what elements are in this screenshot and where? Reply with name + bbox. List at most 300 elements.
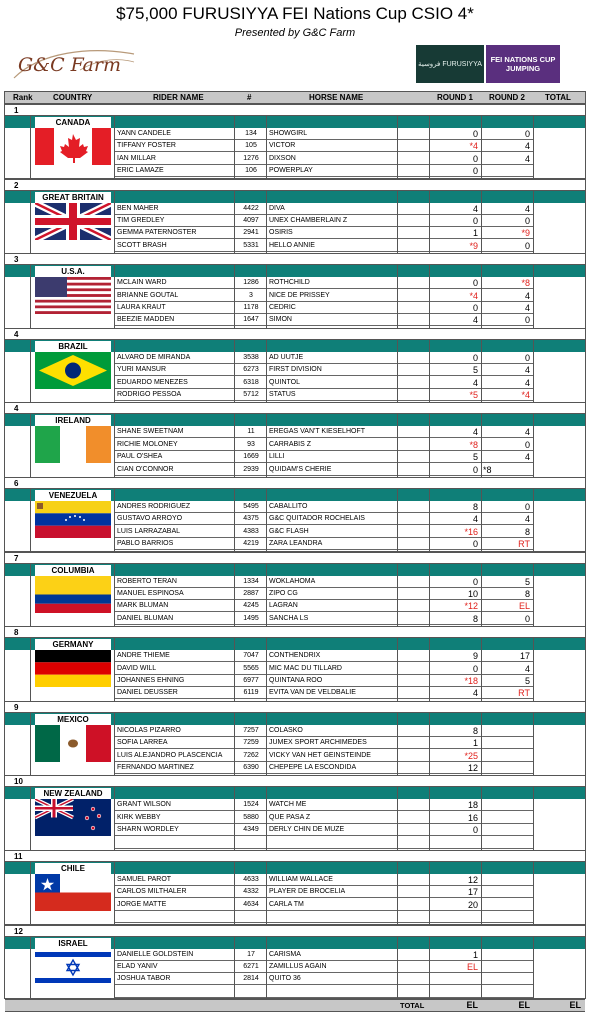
rider-row <box>5 501 585 513</box>
round1-score: *9 <box>430 240 482 252</box>
rider-name: IAN MILLAR <box>115 153 235 165</box>
horse-name <box>267 911 398 923</box>
round2-score <box>482 762 534 774</box>
country-name: IRELAND <box>35 415 111 426</box>
team-rank: 1 <box>14 106 19 115</box>
team-group <box>4 775 586 850</box>
rider-number: 4332 <box>235 886 267 898</box>
round1-score: *8 <box>430 439 482 451</box>
grid-line <box>429 638 430 701</box>
horse-name: STATUS <box>267 389 398 401</box>
round2-score: 4 <box>482 203 534 215</box>
round2-score <box>482 812 534 824</box>
rider-number: 11 <box>235 426 267 438</box>
round2-score <box>482 165 534 177</box>
rider-number: 2887 <box>235 588 267 600</box>
team-group <box>4 925 586 1010</box>
round1-score: 0 <box>430 277 482 289</box>
horse-name: DIVA <box>267 203 398 215</box>
rider-name: JOSHUA TABOR <box>115 973 235 985</box>
rank-row <box>5 626 585 638</box>
rider-name: MANUEL ESPINOSA <box>115 588 235 600</box>
team-group <box>4 104 586 179</box>
team-rank: 4 <box>14 329 19 339</box>
round1-score: 18 <box>430 799 482 811</box>
grid-line <box>30 787 31 850</box>
rider-number: 1334 <box>235 576 267 588</box>
team-group <box>4 552 586 627</box>
rider-name: ANDRE THIEME <box>115 650 235 662</box>
round1-score: 0 <box>430 352 482 364</box>
horse-name: VICKY VAN HET GEINSTEINDE <box>267 750 398 762</box>
header-round2: ROUND 2 <box>489 93 526 102</box>
horse-name: LAGRAN <box>267 600 398 612</box>
rider-row <box>5 140 585 152</box>
round1-score: 8 <box>430 613 482 625</box>
round2-score: 8 <box>482 526 534 538</box>
rider-name: DANIEL BLUMAN <box>115 613 235 625</box>
grid-line <box>114 340 115 403</box>
rider-row <box>5 364 585 376</box>
grid-line <box>266 862 267 925</box>
grid-line <box>266 489 267 552</box>
blank-cell <box>398 600 430 612</box>
rider-row <box>5 203 585 215</box>
round2-score: 4 <box>482 290 534 302</box>
grid-line <box>30 414 31 477</box>
blank-cell <box>398 513 430 525</box>
blank-cell <box>398 986 430 998</box>
round2-score: 8 <box>482 588 534 600</box>
horse-name: WOKLAHOMA <box>267 576 398 588</box>
team-group <box>4 626 586 701</box>
round2-score <box>482 986 534 998</box>
round1-score: 17 <box>430 886 482 898</box>
horse-name: CABALLITO <box>267 501 398 513</box>
grid-line <box>533 937 534 1000</box>
round2-total: EL <box>518 999 530 1010</box>
grid-line <box>533 638 534 701</box>
rider-number: 5565 <box>235 663 267 675</box>
blank-cell <box>398 687 430 699</box>
rider-name: RICHIE MOLONEY <box>115 439 235 451</box>
rider-row <box>5 588 585 600</box>
grid-line <box>481 862 482 925</box>
sponsor-logos <box>416 45 560 83</box>
rider-row <box>5 464 585 476</box>
rider-name: FERNANDO MARTINEZ <box>115 762 235 774</box>
rider-row <box>5 439 585 451</box>
total-label: TOTAL <box>400 1000 425 1010</box>
team-rank: 7 <box>14 553 19 563</box>
rider-number: 3538 <box>235 352 267 364</box>
round2-note: *8 <box>483 464 492 475</box>
rider-row <box>5 576 585 588</box>
rider-row <box>5 352 585 364</box>
round2-score: RT <box>482 687 534 699</box>
grid-line <box>234 787 235 850</box>
rider-number: 4349 <box>235 824 267 836</box>
horse-name: AD UUTJE <box>267 352 398 364</box>
horse-name: NICE DE PRISSEY <box>267 290 398 302</box>
blank-cell <box>398 439 430 451</box>
round2-score <box>482 750 534 762</box>
rider-name: TIFFANY FOSTER <box>115 140 235 152</box>
rider-number: 17 <box>235 949 267 961</box>
grid-line <box>30 340 31 403</box>
rider-row <box>5 911 585 923</box>
round1-score <box>430 911 482 923</box>
rank-row <box>5 477 585 489</box>
rider-name: BRIANNE GOUTAL <box>115 290 235 302</box>
horse-name: CARLA TM <box>267 899 398 911</box>
blank-cell <box>398 899 430 911</box>
rider-name: DANIELLE GOLDSTEIN <box>115 949 235 961</box>
rider-number: 5880 <box>235 812 267 824</box>
round1-score <box>430 986 482 998</box>
round2-score: *9 <box>482 227 534 239</box>
rider-number: 1178 <box>235 302 267 314</box>
grid-line <box>397 414 398 477</box>
round2-score: EL <box>482 600 534 612</box>
grid-line <box>429 489 430 552</box>
round1-score: 8 <box>430 501 482 513</box>
grid-line <box>533 191 534 254</box>
horse-name: SIMON <box>267 314 398 326</box>
rider-row <box>5 513 585 525</box>
horse-name: HELLO ANNIE <box>267 240 398 252</box>
round1-score: *4 <box>430 290 482 302</box>
horse-name: CONTHENDRIX <box>267 650 398 662</box>
team-rank: 10 <box>14 777 23 787</box>
grid-line <box>481 340 482 403</box>
team-group <box>4 701 586 776</box>
grid-line <box>533 713 534 776</box>
grid-line <box>114 265 115 328</box>
grid-line <box>266 564 267 627</box>
round1-score: 5 <box>430 451 482 463</box>
horse-name: ROTHCHILD <box>267 277 398 289</box>
rider-name: LUIS ALEJANDRO PLASCENCIA <box>115 750 235 762</box>
rider-number: 106 <box>235 165 267 177</box>
rider-number: 3 <box>235 290 267 302</box>
rider-name: JOHANNES EHNING <box>115 675 235 687</box>
round2-score <box>482 874 534 886</box>
round1-score: 12 <box>430 762 482 774</box>
blank-cell <box>398 389 430 401</box>
round1-score: 0 <box>430 215 482 227</box>
rider-number: 134 <box>235 128 267 140</box>
horse-name: QUINTOL <box>267 377 398 389</box>
rider-name: ANDRES RODRIGUEZ <box>115 501 235 513</box>
horse-name: DIXSON <box>267 153 398 165</box>
grid-line <box>266 116 267 179</box>
round2-score: *4 <box>482 389 534 401</box>
grid-line <box>30 265 31 328</box>
grid-line <box>397 638 398 701</box>
blank-cell <box>398 538 430 550</box>
horse-name: LILLI <box>267 451 398 463</box>
rider-number <box>235 911 267 923</box>
rider-number: 1495 <box>235 613 267 625</box>
header-total: TOTAL <box>545 93 571 102</box>
grid-line <box>397 787 398 850</box>
rider-row <box>5 538 585 550</box>
grid-line <box>481 564 482 627</box>
blank-cell <box>398 227 430 239</box>
round2-score: 0 <box>482 314 534 326</box>
rider-name: SCOTT BRASH <box>115 240 235 252</box>
grid-line <box>397 340 398 403</box>
grid-line <box>234 638 235 701</box>
rider-number: 5712 <box>235 389 267 401</box>
rider-name: KIRK WEBBY <box>115 812 235 824</box>
team-group <box>4 328 586 403</box>
rider-row <box>5 389 585 401</box>
round1-score: 5 <box>430 364 482 376</box>
rider-number: 2941 <box>235 227 267 239</box>
round2-score: 5 <box>482 576 534 588</box>
round1-score: 0 <box>430 128 482 140</box>
rider-name: BEN MAHER <box>115 203 235 215</box>
rider-name: PABLO BARRIOS <box>115 538 235 550</box>
horse-name: ZARA LEANDRA <box>267 538 398 550</box>
horse-name: QUINTANA ROO <box>267 675 398 687</box>
blank-cell <box>398 650 430 662</box>
blank-cell <box>398 762 430 774</box>
grid-line <box>266 713 267 776</box>
grid-line <box>234 937 235 1000</box>
header-round1: ROUND 1 <box>437 93 474 102</box>
rider-name: LAURA KRAUT <box>115 302 235 314</box>
gc-farm-logo <box>10 44 140 86</box>
team-rank: 2 <box>14 180 19 190</box>
blank-cell <box>398 277 430 289</box>
horse-name: SANCHA LS <box>267 613 398 625</box>
rider-name: NICOLAS PIZARRO <box>115 725 235 737</box>
grid-line <box>114 638 115 701</box>
horse-name: MIC MAC DU TILLARD <box>267 663 398 675</box>
horse-name: QUE PASA Z <box>267 812 398 824</box>
rider-row <box>5 874 585 886</box>
grid-line <box>114 564 115 627</box>
grid-line <box>533 489 534 552</box>
round1-score: 0 <box>430 824 482 836</box>
rider-row <box>5 426 585 438</box>
grid-line <box>266 265 267 328</box>
rider-number: 1276 <box>235 153 267 165</box>
grid-line <box>234 564 235 627</box>
grid-line <box>397 116 398 179</box>
grid-line <box>481 638 482 701</box>
rider-name: CARLOS MILTHALER <box>115 886 235 898</box>
rider-row <box>5 725 585 737</box>
grid-line <box>114 862 115 925</box>
horse-name: CHEPEPE LA ESCONDIDA <box>267 762 398 774</box>
round2-score: 0 <box>482 128 534 140</box>
grid-line <box>429 937 430 1000</box>
rider-number: 4097 <box>235 215 267 227</box>
blank-cell <box>398 128 430 140</box>
blank-cell <box>398 140 430 152</box>
horse-name: COLASKO <box>267 725 398 737</box>
rider-number: 7259 <box>235 737 267 749</box>
rider-row <box>5 600 585 612</box>
rider-row <box>5 675 585 687</box>
rider-name: BEEZIE MADDEN <box>115 314 235 326</box>
rider-row <box>5 613 585 625</box>
rider-number: 4383 <box>235 526 267 538</box>
grid-line <box>30 489 31 552</box>
rider-name: RODRIGO PESSOA <box>115 389 235 401</box>
grid-line <box>30 862 31 925</box>
grid-line <box>481 414 482 477</box>
rider-name: GEMMA PATERNOSTER <box>115 227 235 239</box>
round2-score: 0 <box>482 240 534 252</box>
horse-name: QUITO 36 <box>267 973 398 985</box>
round1-score: 0 <box>430 153 482 165</box>
blank-cell <box>398 290 430 302</box>
rank-row <box>5 402 585 414</box>
team-rank: 9 <box>14 702 19 712</box>
rider-row <box>5 302 585 314</box>
team-total: EL <box>569 999 581 1010</box>
rider-name: SOFIA LARREA <box>115 737 235 749</box>
rider-name: SHARN WORDLEY <box>115 824 235 836</box>
round1-score: 0 <box>430 165 482 177</box>
blank-cell <box>398 352 430 364</box>
round2-score <box>482 824 534 836</box>
horse-name: DERLY CHIN DE MUZE <box>267 824 398 836</box>
grid-line <box>481 787 482 850</box>
rider-number: 6273 <box>235 364 267 376</box>
country-name: GREAT BRITAIN <box>35 192 111 203</box>
rider-name: EDUARDO MENEZES <box>115 377 235 389</box>
rider-name: LUIS LARRAZABAL <box>115 526 235 538</box>
round1-score: 4 <box>430 314 482 326</box>
rider-row <box>5 128 585 140</box>
grid-line <box>234 191 235 254</box>
blank-cell <box>398 911 430 923</box>
rider-number: 4422 <box>235 203 267 215</box>
rider-name: PAUL O'SHEA <box>115 451 235 463</box>
round1-score: 4 <box>430 687 482 699</box>
header-number: # <box>247 93 252 102</box>
rider-name: JORGE MATTE <box>115 899 235 911</box>
blank-cell <box>398 961 430 973</box>
rider-name: ROBERTO TERAN <box>115 576 235 588</box>
rider-name: SHANE SWEETNAM <box>115 426 235 438</box>
rider-name: DANIEL DEUSSER <box>115 687 235 699</box>
rider-name: YURI MANSUR <box>115 364 235 376</box>
round1-score: 4 <box>430 203 482 215</box>
horse-name: SHOWGIRL <box>267 128 398 140</box>
country-name: CANADA <box>35 117 111 128</box>
blank-cell <box>398 153 430 165</box>
round2-score <box>482 911 534 923</box>
grid-line <box>234 265 235 328</box>
horse-name: ZAMILLUS AGAIN <box>267 961 398 973</box>
grid-line <box>429 340 430 403</box>
rider-name: MARK BLUMAN <box>115 600 235 612</box>
grid-line <box>114 713 115 776</box>
grid-line <box>533 340 534 403</box>
round1-score: 4 <box>430 377 482 389</box>
rider-number: 6977 <box>235 675 267 687</box>
rider-number: 2939 <box>235 464 267 476</box>
grid-line <box>397 564 398 627</box>
blank-cell <box>398 426 430 438</box>
grid-line <box>533 265 534 328</box>
blank-cell <box>398 613 430 625</box>
round2-score: 4 <box>482 451 534 463</box>
rider-number: 7047 <box>235 650 267 662</box>
rider-number: 6271 <box>235 961 267 973</box>
blank-cell <box>398 886 430 898</box>
round2-score: 4 <box>482 140 534 152</box>
grid-line <box>533 862 534 925</box>
grid-line <box>429 713 430 776</box>
blank-cell <box>398 973 430 985</box>
grid-line <box>481 191 482 254</box>
rider-number: 5331 <box>235 240 267 252</box>
grid-line <box>429 265 430 328</box>
blank-cell <box>398 949 430 961</box>
round2-score <box>482 899 534 911</box>
round1-score: 16 <box>430 812 482 824</box>
grid-line <box>429 116 430 179</box>
blank-cell <box>398 302 430 314</box>
rider-number: 4245 <box>235 600 267 612</box>
grid-line <box>30 564 31 627</box>
grid-line <box>429 414 430 477</box>
rider-row <box>5 737 585 749</box>
rider-row <box>5 215 585 227</box>
rider-row <box>5 314 585 326</box>
horse-name: PLAYER DE BROCELIA <box>267 886 398 898</box>
blank-cell <box>398 725 430 737</box>
country-name: COLUMBIA <box>35 565 111 576</box>
rider-row <box>5 277 585 289</box>
grid-line <box>429 564 430 627</box>
round2-score <box>482 725 534 737</box>
round2-score: 0 <box>482 439 534 451</box>
round1-total: EL <box>466 999 478 1010</box>
round2-score: 4 <box>482 426 534 438</box>
grid-line <box>234 340 235 403</box>
rider-number: 1286 <box>235 277 267 289</box>
round1-score: 0 <box>430 538 482 550</box>
round1-score: 4 <box>430 426 482 438</box>
rider-row <box>5 526 585 538</box>
grid-line <box>397 265 398 328</box>
horse-name: FIRST DIVISION <box>267 364 398 376</box>
blank-cell <box>398 165 430 177</box>
rider-number: 4633 <box>235 874 267 886</box>
horse-name: ZIPO CG <box>267 588 398 600</box>
horse-name: EVITA VAN DE VELDBALIE <box>267 687 398 699</box>
horse-name <box>267 837 398 849</box>
horse-name: WATCH ME <box>267 799 398 811</box>
round1-score: 8 <box>430 725 482 737</box>
round2-score: 0 <box>482 215 534 227</box>
grid-line <box>114 116 115 179</box>
team-group <box>4 477 586 552</box>
round1-score: *12 <box>430 600 482 612</box>
round1-score: 12 <box>430 874 482 886</box>
team-rank: 3 <box>14 255 19 265</box>
round1-score: 0 <box>430 302 482 314</box>
